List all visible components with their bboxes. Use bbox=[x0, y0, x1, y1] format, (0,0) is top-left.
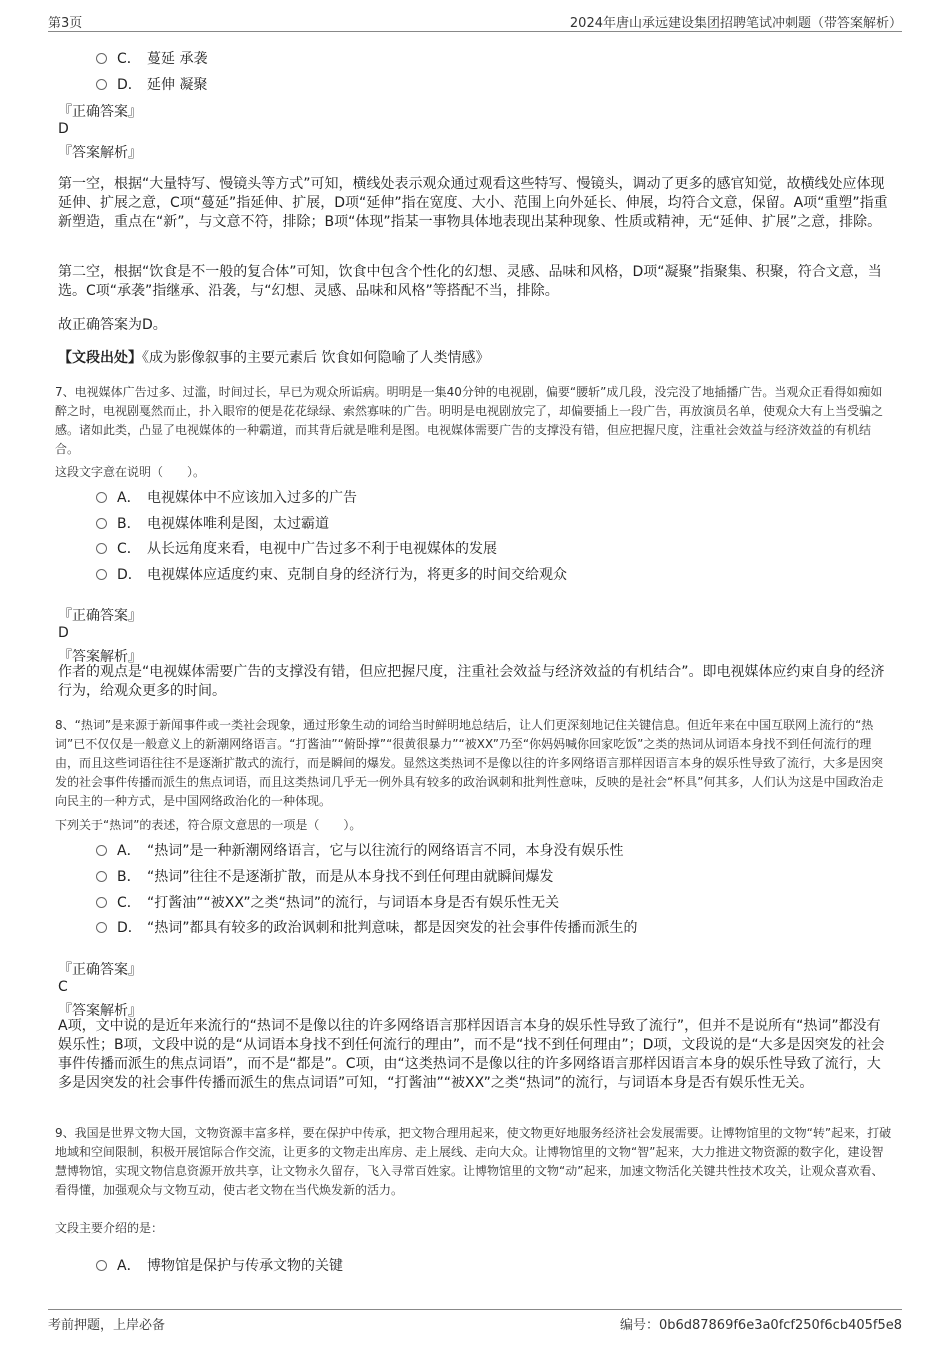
q7-option-c[interactable] bbox=[96, 538, 497, 558]
option-key: C． bbox=[117, 51, 141, 67]
q8-option-b[interactable] bbox=[96, 866, 554, 886]
q7-option-a[interactable] bbox=[96, 487, 357, 507]
q7-question: 这段文字意在说明（ ）。 bbox=[55, 465, 206, 479]
option-key: B． bbox=[117, 869, 141, 885]
radio-icon[interactable] bbox=[96, 518, 107, 529]
radio-icon[interactable] bbox=[96, 79, 107, 90]
document-id: 编号：0b6d87869f6e3a0fcf250f6cb405f5e8 bbox=[619, 1318, 902, 1333]
q6-option-c[interactable] bbox=[96, 48, 207, 68]
option-text: “打酱油”“被XX”之类“热词”的流行，与词语本身是否有娱乐性无关 bbox=[147, 895, 560, 911]
option-key: A． bbox=[117, 490, 141, 506]
q7-stem: 7、电视媒体广告过多、过滥，时间过长，早已为观众所诟病。明明是一集40分钟的电视剧，偏要“腰斩”成几段，没完没了地插播广告。当观众正看得如痴如醉之时，电视剧戛然而止，扑入眼帘的便是花花绿绿、索然寡味的广告。明明是电视剧放完了，却偏要插上一段广告，再放演员名单，使观众大有上当受骗之感。诸如此类，凸显了电视媒体的一种霸道，而其背后就是唯利是图。电视媒体需要广告的支撑没有错，但应把握尺度，注重社会效益与经济效益的有机结合。 bbox=[55, 385, 884, 456]
radio-icon[interactable] bbox=[96, 543, 107, 554]
option-key: D． bbox=[117, 77, 142, 93]
q8-stem: 8、“热词”是来源于新闻事件或一类社会现象，通过形象生动的词给当时鲜明地总结后，让人们更深刻地记住关键信息。但近年来在中国互联网上流行的“热词”已不仅仅是一般意义上的新潮网络语言。“打酱油”“俯卧撑”“很黄很暴力”“被XX”乃至“你妈妈喊你回家吃饭”之类的热词从词语本身找不到任何流行的理由，而且这些词语往往不是逐渐扩散式的流行，而是瞬间的爆发。显然这类热词不是像以往的许多网络语言那样因语言本身的娱乐性导致了流行，大多是因突发的社会事件传播而派生的焦点词语，而且这类热词几乎无一例外具有较多的政治讽刺和批判性意味，反映的是社会“杯具”何其多，人们认为这是中国政治走向民主的一种方式，是中国网络政治化的一种体现。 bbox=[55, 718, 884, 808]
q6-conclusion: 故正确答案为D。 bbox=[58, 317, 167, 333]
option-key: A． bbox=[117, 843, 141, 859]
q6-analysis-label: 『答案解析』 bbox=[58, 145, 142, 161]
q8-answer-label: 『正确答案』 bbox=[58, 962, 142, 978]
q8-analysis-label: 『答案解析』 bbox=[58, 1003, 142, 1019]
option-key: B． bbox=[117, 516, 141, 532]
option-text: 电视媒体中不应该加入过多的广告 bbox=[147, 490, 357, 506]
option-key: C． bbox=[117, 541, 141, 557]
q6-option-d[interactable] bbox=[96, 74, 207, 94]
q8-question: 下列关于“热词”的表述，符合原文意思的一项是（ ）。 bbox=[55, 818, 362, 832]
q7-option-d[interactable] bbox=[96, 564, 567, 584]
q8-answer: C bbox=[58, 979, 68, 995]
q9-question: 文段主要介绍的是： bbox=[55, 1221, 164, 1235]
source-text: 《成为影像叙事的主要元素后 饮食如何隐喻了人类情感》 bbox=[142, 350, 490, 366]
option-text: “热词”都具有较多的政治讽刺和批判意味，都是因突发的社会事件传播而派生的 bbox=[147, 920, 638, 936]
option-key: C． bbox=[117, 895, 141, 911]
q8-option-c[interactable] bbox=[96, 892, 559, 912]
q7-answer: D bbox=[58, 625, 69, 641]
option-key: A． bbox=[117, 1258, 141, 1274]
q9-stem: 9、我国是世界文物大国，文物资源丰富多样，要在保护中传承，把文物合理用起来，使文物更好地服务经济社会发展需要。让博物馆里的文物“转”起来，打破地域和空间限制，积极开展馆际合作交流，让更多的文物走出库房、走上展线、走向大众。让博物馆里的文物“智”起来，大力推进文物资源的数字化，建设智慧博物馆，实现文物信息资源开放共享，让文物永久留存，飞入寻常百姓家。让博物馆里的文物“动”起来，加速文物活化关键共性技术攻关，让观众喜欢看、看得懂，加强观众与文物互动，使古老文物在当代焕发新的活力。 bbox=[55, 1126, 892, 1197]
q8-analysis: A项，文中说的是近年来流行的“热词不是像以往的许多网络语言那样因语言本身的娱乐性导致了流行”，但并不是说所有“热词”都没有娱乐性；B项，文段中说的是“从词语本身找不到任何流行的理由”，而不是“找不到任何理由”；D项，文段说的是“大多是因突发的社会事件传播而派生的焦点词语”，而不是“都是”。C项，由“这类热词不是像以往的许多网络语言那样因语言本身的娱乐性导致了流行，大多是因突发的社会事件传播而派生的焦点词语”可知，“打酱油”“被XX”之类“热词”的流行，与词语本身是否有娱乐性无关。 bbox=[58, 1018, 885, 1091]
option-text: 电视媒体唯利是图，太过霸道 bbox=[147, 516, 329, 532]
document-title: 2024年唐山承远建设集团招聘笔试冲刺题（带答案解析） bbox=[569, 16, 902, 31]
q6-answer-label: 『正确答案』 bbox=[58, 104, 142, 120]
q8-option-a[interactable] bbox=[96, 840, 624, 860]
option-text: 电视媒体应适度约束、克制自身的经济行为，将更多的时间交给观众 bbox=[147, 567, 567, 583]
page-number: 第3页 bbox=[48, 16, 83, 31]
q6-answer: D bbox=[58, 121, 69, 137]
option-text: “热词”往往不是逐渐扩散，而是从本身找不到任何理由就瞬间爆发 bbox=[147, 869, 554, 885]
option-text: 延伸 凝聚 bbox=[147, 77, 208, 93]
radio-icon[interactable] bbox=[96, 492, 107, 503]
radio-icon[interactable] bbox=[96, 53, 107, 64]
source-label: 【文段出处】 bbox=[58, 350, 142, 366]
radio-icon[interactable] bbox=[96, 845, 107, 856]
footer-slogan: 考前押题，上岸必备 bbox=[48, 1318, 166, 1333]
option-key: D． bbox=[117, 920, 142, 936]
q7-analysis: 作者的观点是“电视媒体需要广告的支撑没有错，但应把握尺度，注重社会效益与经济效益的有机结合”。即电视媒体应约束自身的经济行为，给观众更多的时间。 bbox=[58, 664, 885, 699]
q6-analysis-paragraph-2: 第二空，根据“饮食是不一般的复合体”可知，饮食中包含个性化的幻想、灵感、品味和风格，D项“凝聚”指聚集、积聚，符合文意，当选。C项“承袭”指继承、沿袭，与“幻想、灵感、品味和风格”等搭配不当，排除。 bbox=[58, 264, 882, 299]
header-divider bbox=[48, 31, 902, 32]
option-text: “热词”是一种新潮网络语言，它与以往流行的网络语言不同，本身没有娱乐性 bbox=[147, 843, 624, 859]
footer-divider bbox=[48, 1309, 902, 1310]
option-text: 从长远角度来看，电视中广告过多不利于电视媒体的发展 bbox=[147, 541, 497, 557]
radio-icon[interactable] bbox=[96, 569, 107, 580]
option-text: 博物馆是保护与传承文物的关键 bbox=[147, 1258, 343, 1274]
q8-option-d[interactable] bbox=[96, 917, 638, 937]
radio-icon[interactable] bbox=[96, 897, 107, 908]
q6-analysis-paragraph-1: 第一空，根据“大量特写、慢镜头等方式”可知，横线处表示观众通过观看这些特写、慢镜头，调动了更多的感官知觉，故横线处应体现延伸、扩展之意，C项“蔓延”指延伸、扩展，D项“延伸”指在宽度、大小、范围上向外延长、伸展，均符合文意，保留。A项“重塑”指重新塑造，重点在“新”，与文意不符，排除；B项“体现”指某一事物具体地表现出某种现象、性质或精神，无“延伸、扩展”之意，排除。 bbox=[58, 176, 888, 230]
radio-icon[interactable] bbox=[96, 1260, 107, 1271]
q7-option-b[interactable] bbox=[96, 513, 329, 533]
q7-analysis-label: 『答案解析』 bbox=[58, 649, 142, 665]
option-text: 蔓延 承袭 bbox=[147, 51, 208, 67]
q7-answer-label: 『正确答案』 bbox=[58, 608, 142, 624]
option-key: D． bbox=[117, 567, 142, 583]
q9-option-a[interactable] bbox=[96, 1255, 343, 1275]
radio-icon[interactable] bbox=[96, 922, 107, 933]
radio-icon[interactable] bbox=[96, 871, 107, 882]
q6-source bbox=[58, 349, 890, 368]
